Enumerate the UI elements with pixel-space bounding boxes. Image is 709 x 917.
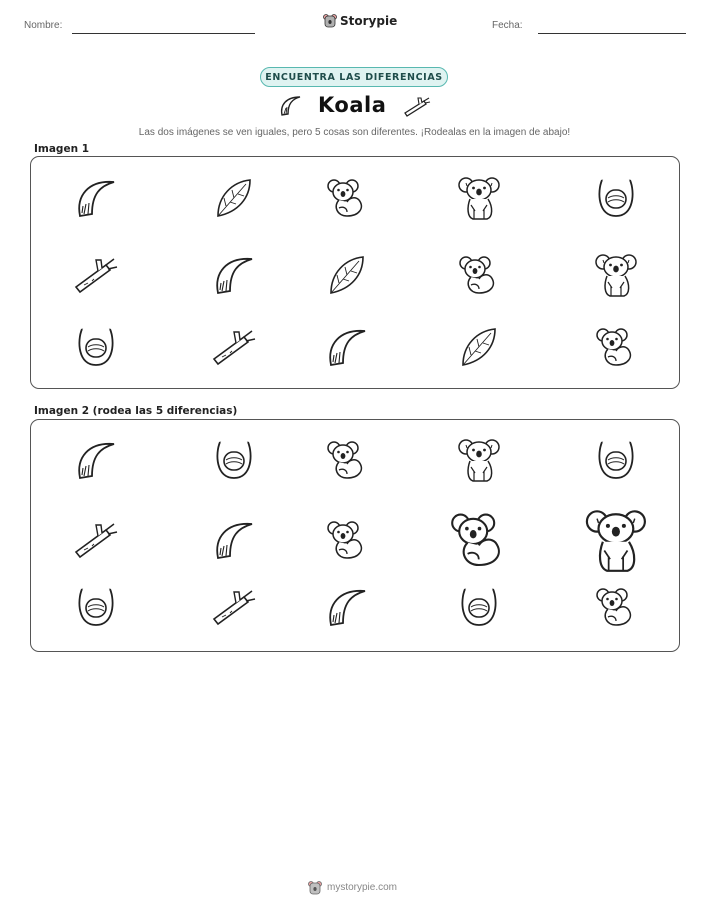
date-label: Fecha: [492, 20, 523, 31]
claw-icon [74, 176, 118, 220]
koala-sitting-icon [594, 325, 638, 369]
name-line[interactable] [72, 33, 255, 34]
section1-label: Imagen 1 [34, 143, 90, 155]
claw-icon[interactable] [74, 438, 118, 482]
branch-icon [210, 327, 258, 367]
brand-name: Storypie [340, 13, 398, 28]
brand-logo [323, 13, 397, 28]
pouch-icon [596, 176, 636, 220]
date-line[interactable] [538, 33, 686, 34]
instructions: Las dos imágenes se ven iguales, pero 5 cosas son diferentes. ¡Rodealas en la imagen de abajo! [138, 127, 571, 138]
koala-sitting-icon[interactable] [325, 438, 369, 482]
leaf-icon [457, 325, 501, 369]
pouch-icon[interactable] [459, 585, 499, 629]
leaf-icon [325, 253, 369, 297]
claw-icon[interactable] [212, 518, 256, 562]
page-title: Koala [318, 93, 387, 117]
leaf-icon [212, 176, 256, 220]
activity-badge: ENCUENTRA LAS DIFERENCIAS [260, 67, 448, 87]
koala-sitting-icon[interactable] [448, 509, 510, 571]
koala-sitting-icon [325, 176, 369, 220]
pouch-icon [76, 325, 116, 369]
koala-sitting-icon[interactable] [594, 585, 638, 629]
branch-icon [72, 255, 120, 295]
claw-icon [325, 325, 369, 369]
branch-icon[interactable] [72, 520, 120, 560]
koala-standing-icon [457, 175, 501, 221]
claw-icon[interactable] [325, 585, 369, 629]
pouch-icon[interactable] [214, 438, 254, 482]
koala-logo-icon [323, 13, 337, 28]
claw-icon [212, 253, 256, 297]
name-label: Nombre: [24, 20, 63, 31]
koala-sitting-icon [457, 253, 501, 297]
koala-standing-icon[interactable] [457, 437, 501, 483]
koala-standing-icon[interactable] [584, 507, 648, 574]
koala-logo-icon [308, 880, 322, 895]
koala-standing-icon [594, 252, 638, 298]
claw-icon [278, 94, 304, 118]
footer [308, 880, 397, 895]
pouch-icon[interactable] [596, 438, 636, 482]
branch-icon [402, 95, 432, 117]
branch-icon[interactable] [210, 587, 258, 627]
section2-label: Imagen 2 (rodea las 5 diferencias) [34, 405, 238, 417]
footer-url: mystorypie.com [327, 882, 398, 893]
koala-sitting-icon[interactable] [325, 518, 369, 562]
pouch-icon[interactable] [76, 585, 116, 629]
